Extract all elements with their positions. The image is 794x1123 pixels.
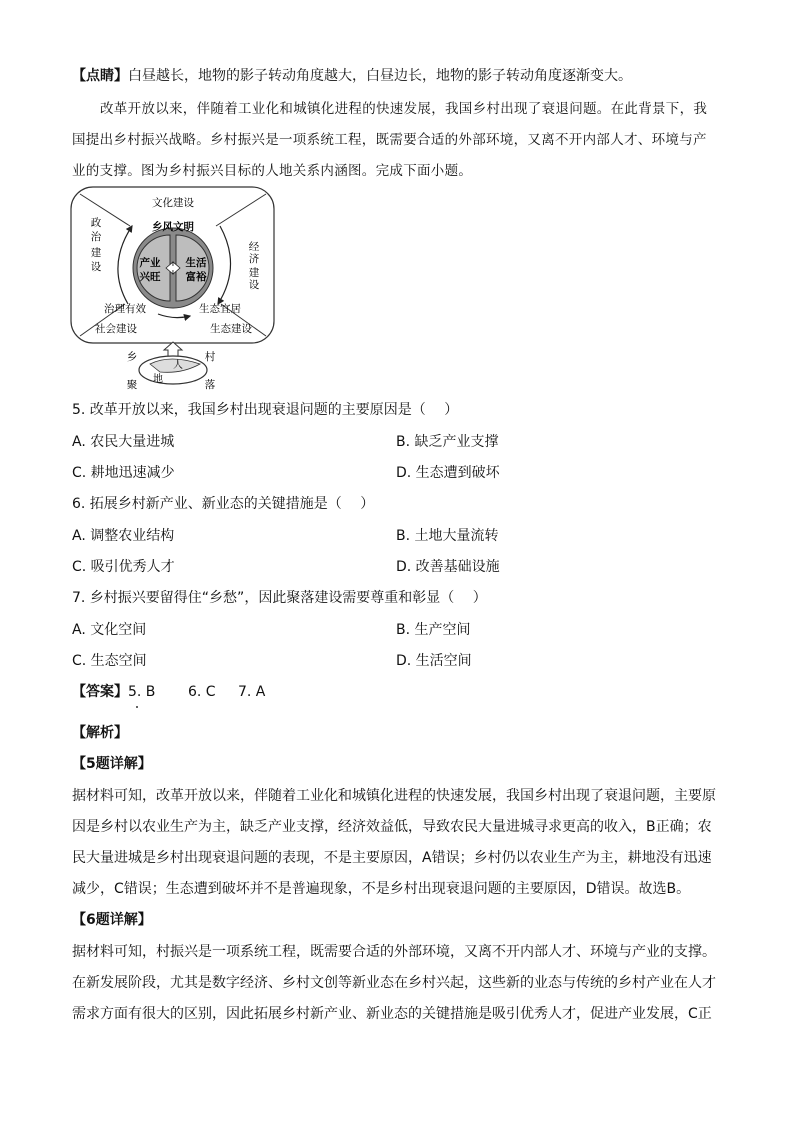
q5-option-b: B. 缺乏产业支撑 [396,434,499,450]
label-economy-1: 经 [248,241,260,253]
tip-text: 白昼越长，地物的影子转动角度越大，白昼边长，地物的影子转动角度逐渐变大。 [128,68,632,84]
answer-5: 5. B [128,684,156,700]
label-wealth-1: 生活 [185,257,207,269]
q6-option-b: B. 土地大量流转 [396,528,499,544]
q7-option-d: D. 生活空间 [396,653,472,669]
label-society: 社会建设 [95,323,137,335]
q7-option-c: C. 生态空间 [72,653,147,669]
q5-line-3: 民大量进城是乡村出现衰退问题的表现，不是主要原因，A错误；乡村仍以农业生产为主，耕地没有迅速 [72,850,712,866]
q6-heading: 【6题详解】 [72,912,152,928]
q7-stem: 7. 乡村振兴要留得住“乡愁”，因此聚落建设需要尊重和彰显（ ） [72,590,487,606]
tip-line [72,67,722,85]
material-line-3: 业的支撑。图为乡村振兴目标的人地关系内涵图。完成下面小题。 [72,163,473,179]
label-economy-3: 建 [248,267,260,279]
label-base-right-1: 村 [204,351,216,363]
q6-option-c: C. 吸引优秀人才 [72,559,175,575]
label-base-left-2: 聚 [126,379,138,391]
q6-line-2: 在新发展阶段，尤其是数字经济、乡村文创等新业态在乡村兴起，这些新的业态与传统的乡村产业在人才 [72,975,716,991]
label-wealth-2: 富裕 [185,271,207,283]
answer-label: 【答案】 [72,684,128,700]
answer-7: 7. A [238,684,266,700]
analysis-label: 【解析】 [72,725,128,741]
label-base-right-2: 落 [204,379,216,391]
q5-line-1: 据材料可知，改革开放以来，伴随着工业化和城镇化进程的快速发展，我国乡村出现了衰退问题，主要原 [72,788,716,804]
label-base-left-1: 乡 [126,351,138,363]
answer-6: 6. C [188,684,216,700]
material-line-1: 改革开放以来，伴随着工业化和城镇化进程的快速发展，我国乡村出现了衰退问题。在此背景下，我 [100,101,708,117]
q7-option-b: B. 生产空间 [396,622,471,638]
label-politics-1: 政 [90,217,102,229]
q6-stem: 6. 拓展乡村新产业、新业态的关键措施是（ ） [72,496,375,512]
stray-dot [136,706,138,708]
q6-line-3: 需求方面有很大的区别，因此拓展乡村新产业、新业态的关键措施是吸引优秀人才，促进产业发展，C正 [72,1006,712,1022]
q5-heading: 【5题详解】 [72,756,152,772]
answer-line [72,683,722,701]
label-livable: 生态宜居 [199,303,241,315]
label-land: 地 [153,374,163,385]
q5-option-c: C. 耕地迅速减少 [72,465,175,481]
q5-line-2: 因是乡村以农业生产为主，缺乏产业支撑，经济效益低，导致农民大量进城寻求更高的收入，B正确；农 [72,819,712,835]
label-civility: 乡风文明 [152,221,194,233]
label-governance: 治理有效 [104,303,146,315]
rural-revitalization-diagram [70,186,280,396]
label-people: 人 [173,360,183,371]
material-line-2: 国提出乡村振兴战略。乡村振兴是一项系统工程，既需要合适的外部环境，又离不开内部人才、环境与产 [72,132,707,148]
label-industry-1: 产业 [139,257,161,269]
label-industry-2: 兴旺 [139,271,161,283]
q6-line-1: 据材料可知，村振兴是一项系统工程，既需要合适的外部环境，又离不开内部人才、环境与产业的支撑。 [72,944,716,960]
label-ecology: 生态建设 [210,323,252,335]
label-economy-4: 设 [248,279,260,291]
label-culture: 文化建设 [152,197,194,209]
q5-option-a: A. 农民大量进城 [72,434,175,450]
q6-option-d: D. 改善基础设施 [396,559,500,575]
tip-label: 【点睛】 [72,68,128,84]
label-politics-3: 建 [90,247,102,259]
q5-stem: 5. 改革开放以来，我国乡村出现衰退问题的主要原因是（ ） [72,402,459,418]
q5-option-d: D. 生态遭到破坏 [396,465,500,481]
q7-option-a: A. 文化空间 [72,622,147,638]
label-economy-2: 济 [248,253,260,265]
q6-option-a: A. 调整农业结构 [72,528,175,544]
label-politics-2: 治 [90,231,102,243]
label-politics-4: 设 [90,261,102,273]
q5-line-4: 减少，C错误；生态遭到破坏并不是普遍现象，不是乡村出现衰退问题的主要原因，D错误。故选B。 [72,881,691,897]
